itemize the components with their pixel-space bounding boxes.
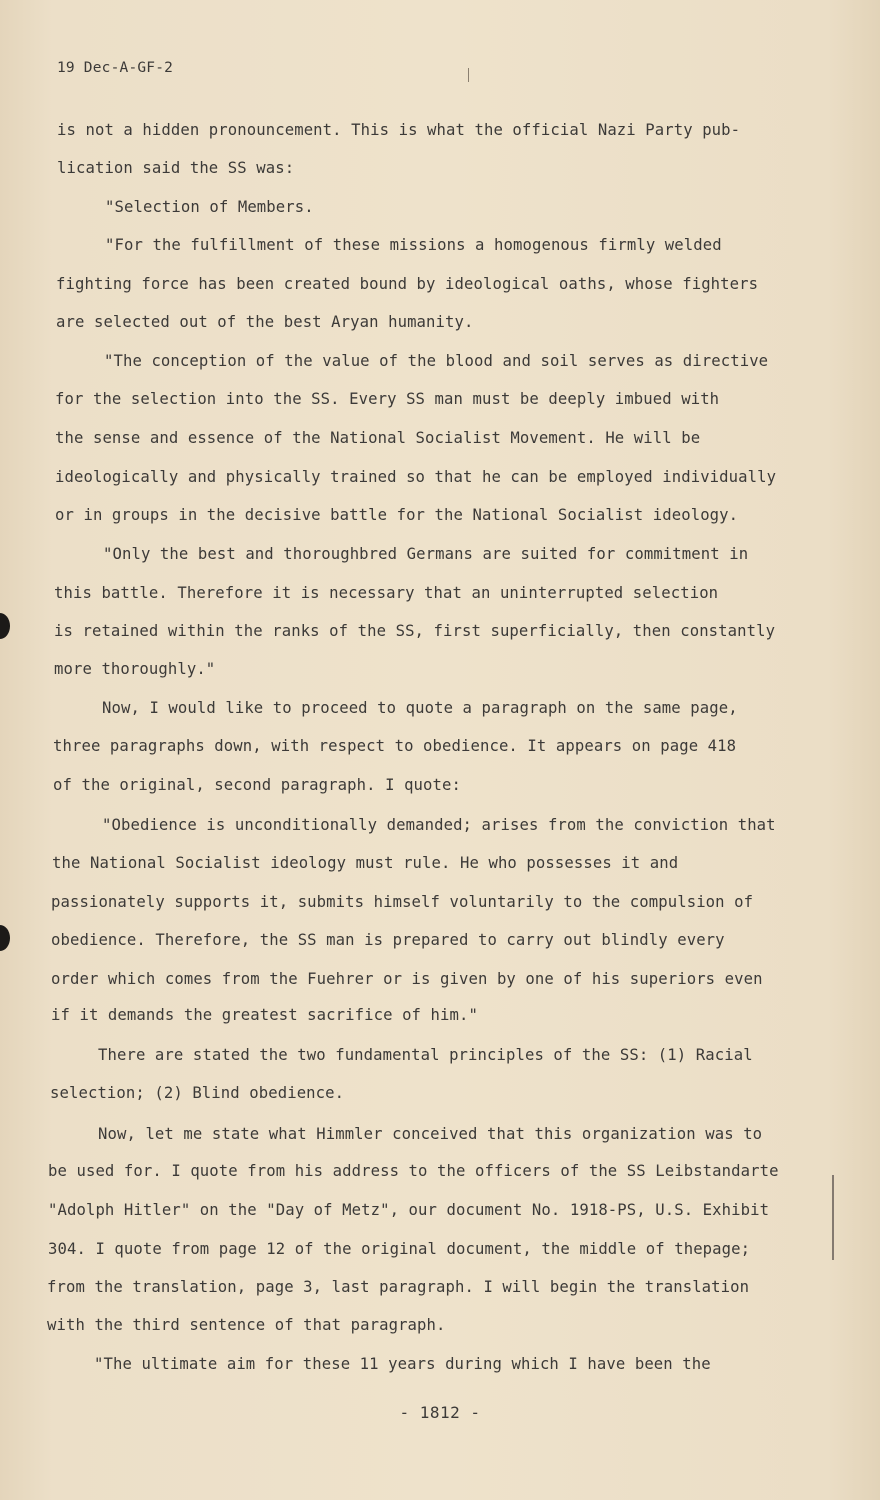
text-line: fighting force has been created bound by ideological oaths, whose fighters: [56, 275, 759, 293]
text-line: if it demands the greatest sacrifice of him.": [51, 1006, 478, 1024]
text-line: from the translation, page 3, last paragraph. I will begin the translation: [47, 1278, 750, 1296]
text-line: or in groups in the decisive battle for the National Socialist ideology.: [55, 506, 739, 524]
text-line: ideologically and physically trained so that he can be employed individually: [55, 468, 777, 486]
punch-hole: [0, 925, 10, 951]
text-line: "The ultimate aim for these 11 years during which I have been the: [94, 1355, 711, 1373]
text-line: for the selection into the SS. Every SS man must be deeply imbued with: [55, 390, 720, 408]
text-line: of the original, second paragraph. I quote:: [53, 776, 461, 794]
text-line: order which comes from the Fuehrer or is given by one of his superiors even: [51, 970, 763, 988]
text-line: are selected out of the best Aryan humanity.: [56, 313, 474, 331]
document-header: 19 Dec-A-GF-2: [57, 60, 174, 76]
text-line: There are stated the two fundamental principles of the SS: (1) Racial: [98, 1046, 753, 1064]
text-line: this battle. Therefore it is necessary that an uninterrupted selection: [54, 584, 719, 602]
text-line: be used for. I quote from his address to the officers of the SS Leibstandarte: [48, 1162, 779, 1180]
text-line: "Only the best and thoroughbred Germans are suited for commitment in: [103, 545, 749, 563]
text-line: is retained within the ranks of the SS, first superficially, then constantly: [54, 622, 776, 640]
text-line: selection; (2) Blind obedience.: [50, 1084, 345, 1102]
text-line: "The conception of the value of the blood and soil serves as directive: [104, 352, 769, 370]
text-line: is not a hidden pronouncement. This is what the official Nazi Party pub-: [57, 121, 741, 139]
text-line: "Obedience is unconditionally demanded; arises from the conviction that: [102, 816, 776, 834]
text-line: "Adolph Hitler" on the "Day of Metz", our document No. 1918-PS, U.S. Exhibit: [48, 1201, 770, 1219]
punch-hole: [0, 613, 10, 639]
text-line: the National Socialist ideology must rule. He who possesses it and: [52, 854, 679, 872]
margin-mark: [832, 1175, 834, 1260]
text-line: passionately supports it, submits himself voluntarily to the compulsion of: [51, 893, 754, 911]
text-line: more thoroughly.": [54, 660, 216, 678]
text-line: 304. I quote from page 12 of the original document, the middle of thepage;: [48, 1240, 751, 1258]
text-line: with the third sentence of that paragraph.: [47, 1316, 446, 1334]
text-line: "For the fulfillment of these missions a homogenous firmly welded: [105, 236, 722, 254]
text-line: Now, let me state what Himmler conceived that this organization was to: [98, 1125, 763, 1143]
text-line: Now, I would like to proceed to quote a paragraph on the same page,: [102, 699, 738, 717]
pencil-mark: [468, 68, 469, 82]
page-number: - 1812 -: [399, 1403, 481, 1422]
text-line: the sense and essence of the National Socialist Movement. He will be: [55, 429, 701, 447]
text-line: obedience. Therefore, the SS man is prepared to carry out blindly every: [51, 931, 725, 949]
text-line: "Selection of Members.: [105, 198, 314, 216]
text-line: lication said the SS was:: [57, 159, 295, 177]
text-line: three paragraphs down, with respect to obedience. It appears on page 418: [53, 737, 737, 755]
